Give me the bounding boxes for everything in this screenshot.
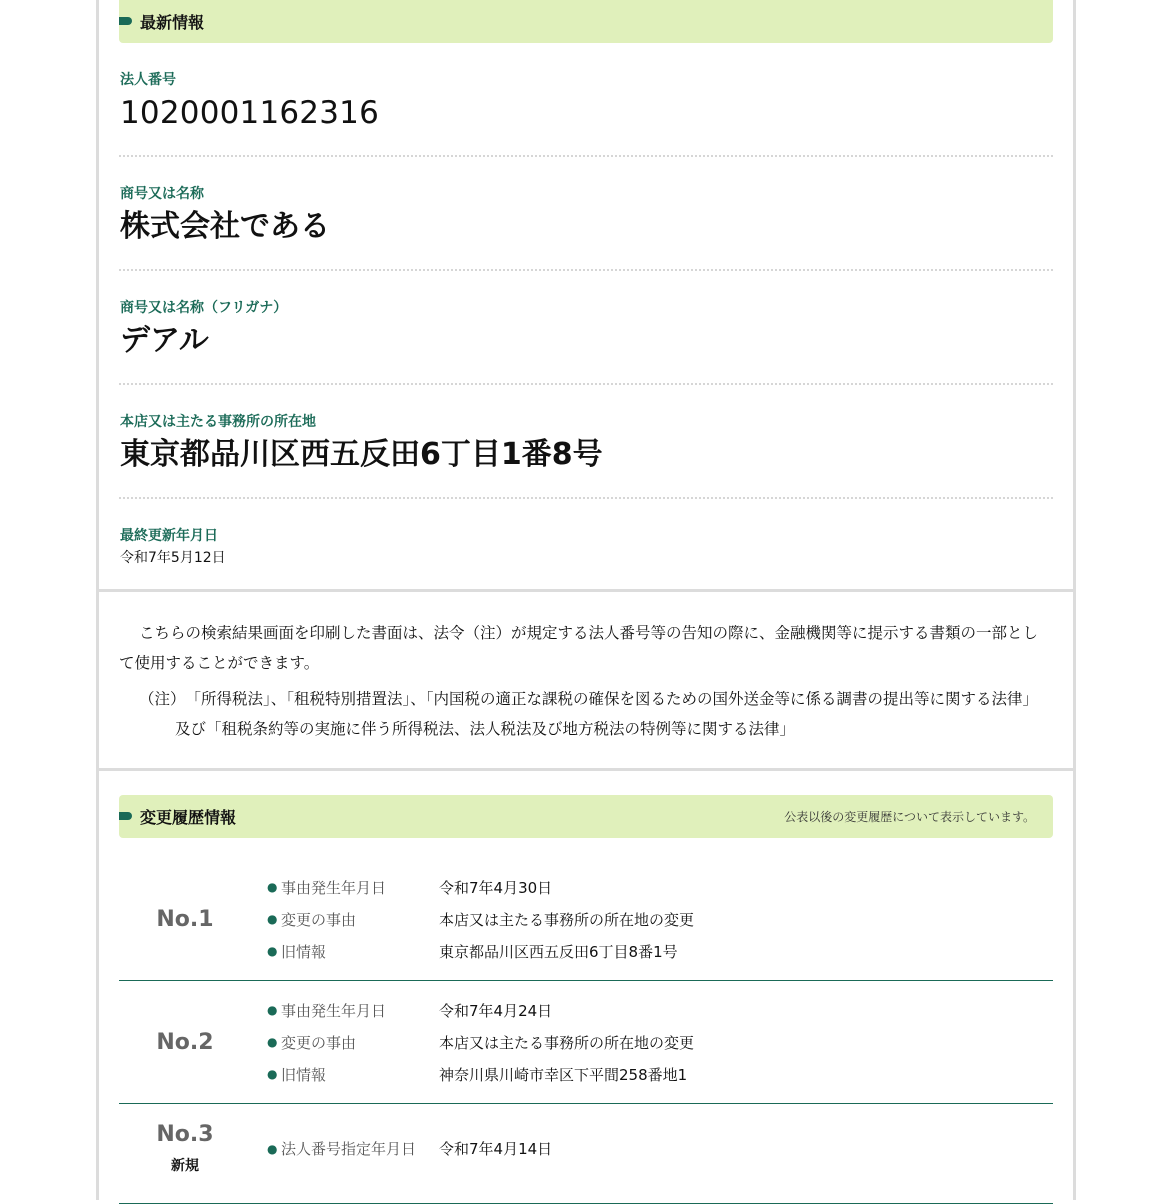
corp-number-value: 1020001162316 (120, 95, 380, 131)
history-key: 事由発生年月日 (281, 1001, 387, 1020)
history-value: 神奈川県川崎市幸区下平間258番地1 (439, 1065, 688, 1084)
history-value: 令和7年4月30日 (439, 878, 553, 897)
notice-footnote: （注） 「所得税法」、「租税特別措置法」、「内国税の適正な課税の確保を図るための国外送金等に係る調書の提出等に関する法律」及び「租税条約等の実施に伴う所得税法、法人税法及び地方税法の特例等に関する法律」 (139, 690, 1039, 738)
history-key: 旧情報 (281, 1065, 327, 1084)
updated-value: 令和7年5月12日 (120, 550, 226, 566)
bullet-icon: ● (267, 1035, 278, 1049)
history-value: 本店又は主たる事務所の所在地の変更 (439, 1033, 695, 1052)
history-value: 本店又は主たる事務所の所在地の変更 (439, 910, 695, 929)
history-key: 事由発生年月日 (281, 878, 387, 897)
updated-label: 最終更新年月日 (120, 528, 218, 544)
bullet-icon: ● (267, 912, 278, 926)
corp-number-field (119, 43, 1053, 133)
page-container (96, 0, 1076, 1200)
history-header (119, 795, 1053, 838)
history-section (99, 768, 1073, 1204)
latest-info-title: 最新情報 (140, 13, 205, 32)
history-row (267, 903, 1053, 935)
history-row (267, 871, 1053, 903)
bullet-icon: ● (267, 944, 278, 958)
kana-label: 商号又は名称（フリガナ） (120, 300, 288, 316)
name-label: 商号又は名称 (120, 186, 204, 202)
address-label: 本店又は主たる事務所の所在地 (120, 414, 316, 430)
history-row (267, 994, 1053, 1026)
history-number: No.2 (156, 1029, 214, 1055)
history-key: 変更の事由 (281, 1033, 357, 1052)
history-key: 旧情報 (281, 942, 327, 961)
history-note: 公表以後の変更履歴について表示しています。 (784, 810, 1035, 824)
history-value: 令和7年4月24日 (439, 1001, 553, 1020)
corp-number-label: 法人番号 (120, 72, 176, 88)
history-number: No.3 (156, 1122, 214, 1147)
notice-paragraph: こちらの検索結果画面を印刷した書面は、法令（注）が規定する法人番号等の告知の際に、金融機関等に提示する書類の一部として使用することができます。 (119, 624, 1039, 672)
bullet-icon: ● (267, 1003, 278, 1017)
history-row (267, 1058, 1053, 1090)
section-marker-icon (119, 17, 132, 25)
address-value: 東京都品川区西五反田6丁目1番8号 (120, 437, 603, 472)
kana-value: デアル (120, 323, 209, 358)
section-marker-icon (119, 812, 132, 820)
bullet-icon: ● (267, 1141, 278, 1156)
history-item (119, 858, 1053, 981)
history-value: 東京都品川区西五反田6丁目8番1号 (439, 942, 678, 961)
notice-section (99, 589, 1073, 768)
history-item (119, 981, 1053, 1104)
updated-field (119, 499, 1053, 589)
bullet-icon: ● (267, 880, 278, 894)
history-item (119, 1104, 1053, 1204)
kana-field (119, 271, 1053, 361)
history-number: No.1 (156, 906, 214, 932)
latest-info-header (119, 0, 1053, 43)
history-row (267, 935, 1053, 967)
address-field (119, 385, 1053, 475)
name-value: 株式会社である (120, 209, 330, 244)
name-field (119, 157, 1053, 247)
history-title: 変更履歴情報 (140, 808, 237, 827)
latest-info-section (99, 0, 1073, 589)
history-key: 変更の事由 (281, 910, 357, 929)
history-value: 令和7年4月14日 (439, 1140, 553, 1158)
history-tag: 新規 (171, 1158, 199, 1174)
history-key: 法人番号指定年月日 (281, 1140, 417, 1158)
history-list (119, 858, 1053, 1204)
history-row (267, 1133, 1053, 1165)
history-row (267, 1026, 1053, 1058)
bullet-icon: ● (267, 1067, 278, 1081)
